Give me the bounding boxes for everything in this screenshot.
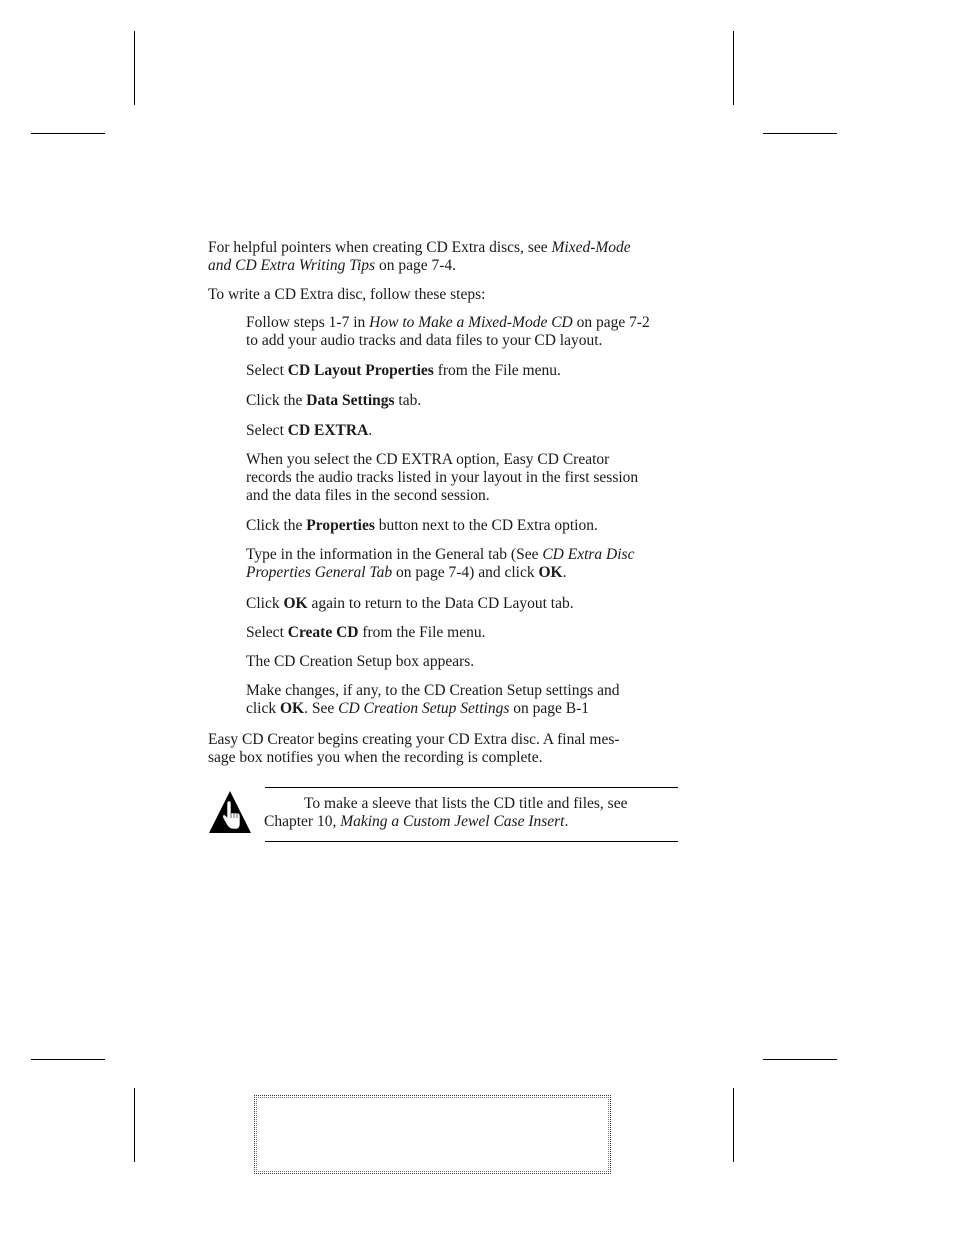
crop-mark-bottom-right-horizontal: [763, 1059, 837, 1060]
step-4: Select CD EXTRA.: [246, 422, 373, 439]
crop-mark-top-right-vertical: [733, 31, 734, 105]
step-7: Click OK again to return to the Data CD Layout tab.: [246, 595, 574, 612]
step-9: Make changes, if any, to the CD Creation Setup settings and click OK. See CD Creation Setup Settings on page B-1: [246, 682, 620, 717]
step-1: Follow steps 1-7 in How to Make a Mixed-Mode CD on page 7-2 to add your audio tracks and data files to your CD layout.: [246, 314, 650, 349]
crop-mark-top-left-horizontal: [31, 133, 105, 134]
note-text: To make a sleeve that lists the CD title and files, see Chapter 10, Making a Custom Jewel Case Insert.: [264, 795, 628, 830]
intro-paragraph: For helpful pointers when creating CD Extra discs, see Mixed-Mode and CD Extra Writing Tips on page 7-4.: [208, 239, 631, 274]
closing-paragraph: Easy CD Creator begins creating your CD Extra disc. A final mes- sage box notifies you when the recording is complete.: [208, 731, 620, 766]
crop-mark-top-right-horizontal: [763, 133, 837, 134]
step-8: Select Create CD from the File menu.: [246, 624, 486, 641]
note-bottom-rule: [265, 841, 678, 842]
footer-dotted-box: [254, 1095, 611, 1174]
step-4-explanation: When you select the CD EXTRA option, Easy CD Creator records the audio tracks listed in your layout in the first session and the data files in the second session.: [246, 451, 639, 504]
step-6: Type in the information in the General tab (See CD Extra Disc Properties General Tab on page 7-4) and click OK.: [246, 546, 635, 581]
step-5: Click the Properties button next to the CD Extra option.: [246, 517, 598, 534]
step-2: Select CD Layout Properties from the File menu.: [246, 362, 561, 379]
note-top-rule: [265, 787, 678, 788]
intro-link-ref-cont: and CD Extra Writing Tips: [208, 257, 376, 274]
crop-mark-bottom-left-vertical: [134, 1088, 135, 1162]
crop-mark-bottom-left-horizontal: [31, 1059, 105, 1060]
step-3: Click the Data Settings tab.: [246, 392, 422, 409]
step-8-result: The CD Creation Setup box appears.: [246, 653, 475, 670]
intro-link-ref: Mixed-Mode: [551, 239, 631, 256]
steps-lead: To write a CD Extra disc, follow these steps:: [208, 286, 486, 303]
crop-mark-top-left-vertical: [134, 31, 135, 105]
pointing-hand-icon: [208, 790, 252, 834]
crop-mark-bottom-right-vertical: [733, 1088, 734, 1162]
